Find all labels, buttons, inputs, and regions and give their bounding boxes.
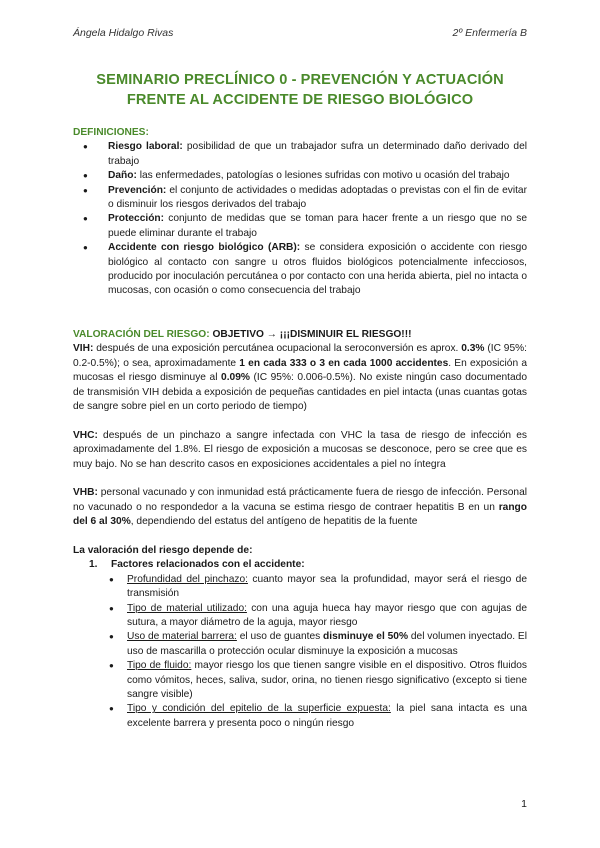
spacer xyxy=(73,414,527,428)
definition-item xyxy=(83,169,527,183)
definition-term: Protección: xyxy=(108,213,165,225)
definition-text: las enfermedades, patologías o lesiones sufridas con motivo u ocasión del trabajo xyxy=(136,170,510,182)
factor-number: 1. xyxy=(89,559,98,571)
factor-sub-title: Profundidad del pinchazo: xyxy=(127,573,248,585)
factor-sub-bold: disminuye el 50% xyxy=(323,631,409,643)
valoracion-heading-objective: OBJETIVO → ¡¡¡DISMINUIR EL RIESGO!!! xyxy=(209,328,412,340)
definition-item xyxy=(83,140,527,169)
definition-term: Accidente con riesgo biológico (ARB): xyxy=(108,242,301,254)
factor-sub-title: Tipo y condición del epitelio de la superficie expuesta: xyxy=(127,703,391,715)
definition-item xyxy=(83,241,527,299)
definition-text: se considera exposición o accidente con riesgo biológico al contacto con sangre u otros fluidos biológicos potencialmente infecciosos, producido por inoculación percutánea o por contacto con una herida abierta, piel no intacta o mucosas, con ocasión o como consecuencia del trabajo xyxy=(108,242,527,297)
vih-label: VIH: xyxy=(73,343,94,355)
definition-term: Prevención: xyxy=(108,184,167,196)
vih-bold: 0.3% xyxy=(461,343,485,355)
factor-sub-title: Uso de material barrera: xyxy=(127,631,237,643)
vhb-paragraph xyxy=(73,486,527,529)
valoracion-heading-green: VALORACIÓN DEL RIESGO: xyxy=(73,328,210,340)
vhb-label: VHB: xyxy=(73,487,98,499)
title-line-2: FRENTE AL ACCIDENTE DE RIESGO BIOLÓGICO xyxy=(126,92,474,108)
header-author: Ángela Hidalgo Rivas xyxy=(73,27,174,39)
vih-text: después de una exposición percutánea ocupacional la seroconversión es aprox. xyxy=(93,343,462,355)
definitions-list xyxy=(73,140,527,298)
vhb-bold: rango del 6 al 30% xyxy=(73,501,527,528)
definition-term: Riesgo laboral: xyxy=(108,141,183,153)
factor-sub-text: cuanto mayor sea la profundidad, mayor será el riesgo de transmisión xyxy=(127,573,527,600)
vhc-text: después de un pinchazo a sangre infectada con VHC la tasa de riesgo de infección es aproximadamente del 1.8%. El riesgo de exposición a mucosas se desconoce, pero se cree que es muy bajo. No se han descrito casos en exposiciones accidentales a piel no íntegra xyxy=(73,429,527,470)
spacer xyxy=(73,530,527,544)
factor-label: Factores relacionados con el accidente: xyxy=(111,559,305,571)
vih-text: . En exposición a mucosas el riesgo disminuye al xyxy=(73,357,527,384)
vhc-paragraph xyxy=(73,429,527,472)
definition-text: posibilidad de que un trabajador sufra un determinado daño derivado del trabajo xyxy=(108,141,527,167)
vih-bold: 0.09% xyxy=(221,372,250,384)
factor-sub-item xyxy=(109,630,527,659)
spacer xyxy=(73,472,527,486)
factor-sub-title: Tipo de fluido: xyxy=(127,660,192,672)
vhc-label: VHC: xyxy=(73,429,98,441)
factors-list xyxy=(73,558,527,572)
factor-sub-item xyxy=(109,602,527,631)
vhb-text: , dependiendo del estatus del antígeno de hepatitis de la fuente xyxy=(130,516,418,528)
definition-item xyxy=(83,184,527,213)
document-body xyxy=(73,126,527,731)
depende-heading-text: La valoración del riesgo depende de: xyxy=(73,544,253,556)
factor-sub-text: la piel sana intacta es una excelente barrera y presenta poco o ningún riesgo xyxy=(127,703,527,729)
factor-sub-list xyxy=(109,573,527,731)
page-number: 1 xyxy=(521,798,527,810)
definition-term: Daño: xyxy=(108,170,137,182)
title-line-1: SEMINARIO PRECLÍNICO 0 - PREVENCIÓN Y ACTUACIÓN xyxy=(96,72,504,88)
spacer xyxy=(73,299,527,328)
factor-sub-text: del volumen inyectado. El uso de mascarilla o protección ocular disminuye la exposición a mucosas xyxy=(127,631,527,657)
vih-text: (IC 95%: 0.2-0.5%); o sea, aproximadamente xyxy=(73,343,528,369)
depende-heading xyxy=(73,544,527,558)
factor-sub-text: con una aguja hueca hay mayor riesgo que con agujas de sutura, a mayor diámetro de la aguja, mayor riesgo xyxy=(127,602,527,628)
factor-sub-text: mayor riesgo los que tienen sangre visible en el dispositivo. Otros fluidos como vómitos, heces, saliva, sudor, orina, no tienen riesgo significativo (excepto si tiene sangre visible) xyxy=(127,660,528,700)
factor-item xyxy=(89,558,527,572)
vih-bold: 1 en cada 333 o 3 en cada 1000 accidentes xyxy=(239,357,449,369)
factor-sub-item xyxy=(109,573,527,602)
definition-text: el conjunto de actividades o medidas adoptadas o previstas con el fin de evitar o disminuir los riesgos derivados del trabajo xyxy=(108,184,527,211)
factor-sub-text: el uso de guantes xyxy=(236,631,324,643)
vih-paragraph xyxy=(73,342,527,414)
factor-sub-item xyxy=(109,659,527,702)
header-course: 2º Enfermería B xyxy=(452,27,527,39)
vhb-text: personal vacunado y con inmunidad está prácticamente fuera de riesgo de infección. Personal no vacunado o no respondedor a la vacuna se estima riesgo de contraer hepatitis B en un xyxy=(73,487,527,513)
factor-sub-title: Tipo de material utilizado: xyxy=(127,602,247,614)
factor-sub-item xyxy=(109,702,527,731)
definition-text: conjunto de medidas que se toman para hacer frente a un riesgo que no se puede eliminar durante el trabajo xyxy=(108,213,527,239)
definition-item xyxy=(83,212,527,241)
document-title xyxy=(60,70,540,110)
vih-text: (IC 95%: 0.006-0.5%). No existe ningún caso documentado de transmisión VIH debida a exposición de pequeñas cantidades en piel intacta (unas cuantas gotas de sangre sobre piel en un corto periodo de tiempo) xyxy=(73,372,527,412)
definitions-heading: DEFINICIONES: xyxy=(73,127,149,138)
valoracion-heading xyxy=(73,328,527,342)
